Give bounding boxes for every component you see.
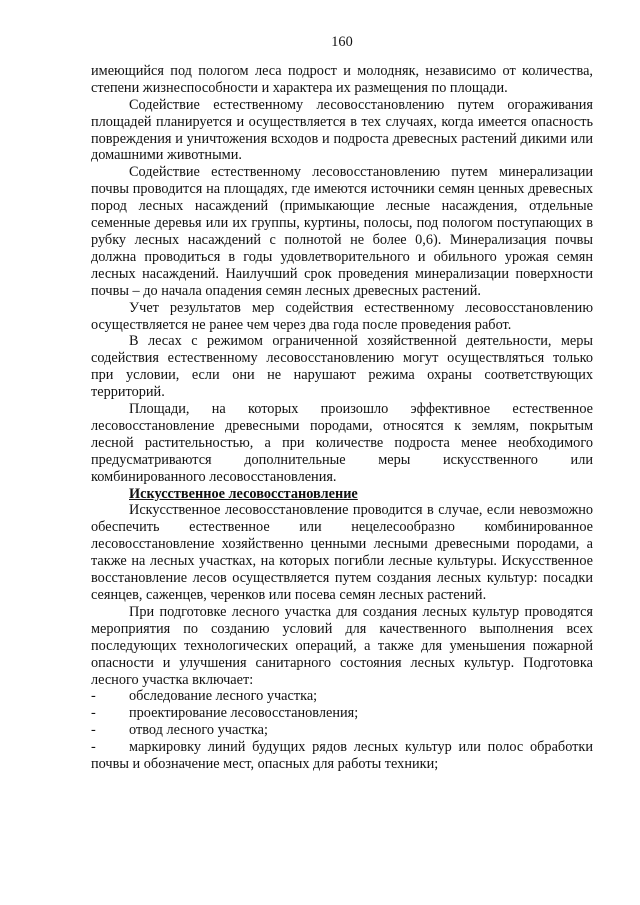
list-bullet: -: [91, 688, 96, 705]
list-item-text: проектирование лесовосстановления;: [129, 705, 359, 722]
paragraph-fencing: Содействие естественному лесовосстановлению путем огораживания площадей планируется и осуществляется в тех случаях, когда имеется опасность повреждения и уничтожения всходов и подроста древесных растений дикими или домашними животными.: [91, 96, 593, 164]
paragraph-effective-restoration: Площади, на которых произошло эффективное естественное лесовосстановление древесными породами, относятся к землям, покрытым лесной растительностью, а при количестве подроста менее необходимого предусматриваются дополнительные меры искусственного или комбинированного лесовосстановления.: [91, 401, 593, 485]
paragraph-continuation: имеющийся под пологом леса подрост и молодняк, независимо от количества, степени жизнеспособности и характера их размещения по площади.: [91, 62, 593, 96]
list-item: [91, 688, 593, 705]
list-bullet: -: [91, 722, 96, 739]
paragraph-results-accounting: Учет результатов мер содействия естественному лесовосстановлению осуществляется не ранее чем через два года после проведения работ.: [91, 299, 593, 333]
paragraph-site-preparation: При подготовке лесного участка для создания лесных культур проводятся мероприятия по созданию условий для качественного выполнения всех последующих технологических операций, а также для уменьшения пожарной опасности и улучшения санитарного состояния лесных культур. Подготовка лесного участка включает:: [91, 603, 593, 688]
paragraph-mineralization: Содействие естественному лесовосстановлению путем минерализации почвы проводится на площадях, где имеются источники семян ценных древесных пород лесных насаждений (примыкающие лесные насаждения, отдельные семенные деревья или их группы, куртины, полосы, под пологом поступающих в рубку лесных насаждений с полнотой не более 0,6). Минерализация почвы должна проводиться в годы удовлетворительного и обильного урожая семян лесных насаждений. Наилучший срок проведения минерализации поверхности почвы – до начала опадения семян лесных древесных растений.: [91, 164, 593, 299]
list-item-text: маркировку линий будущих рядов лесных культур или полос обработки почвы и обозначение мест, опасных для работы техники;: [91, 739, 593, 773]
page-number: 160: [331, 34, 353, 50]
list-bullet: -: [91, 705, 96, 722]
list-item-text: обследование лесного участка;: [129, 688, 318, 705]
list-bullet: -: [91, 739, 96, 756]
paragraph-restricted-forests: В лесах с режимом ограниченной хозяйственной деятельности, меры содействия естественному лесовосстановлению могут осуществляться только при условии, если они не нарушают режима охраны соответствующих территорий.: [91, 333, 593, 401]
paragraph-artificial-restoration: Искусственное лесовосстановление проводится в случае, если невозможно обеспечить естественное или нецелесообразно комбинированное лесовосстановление хозяйственно ценными лесными древесными породами, а также на лесных участках, на которых погибли лесные культуры. Искусственное восстановление лесов осуществляется путем создания лесных культур: посадки сеянцев, саженцев, черенков или посева семян лесных растений.: [91, 502, 593, 603]
list-item: [91, 705, 593, 722]
section-heading: Искусственное лесовосстановление: [129, 485, 358, 502]
list-item: [91, 722, 593, 739]
list-item-text: отвод лесного участка;: [129, 722, 268, 739]
list-item: [91, 739, 593, 773]
document-page: [91, 34, 593, 773]
